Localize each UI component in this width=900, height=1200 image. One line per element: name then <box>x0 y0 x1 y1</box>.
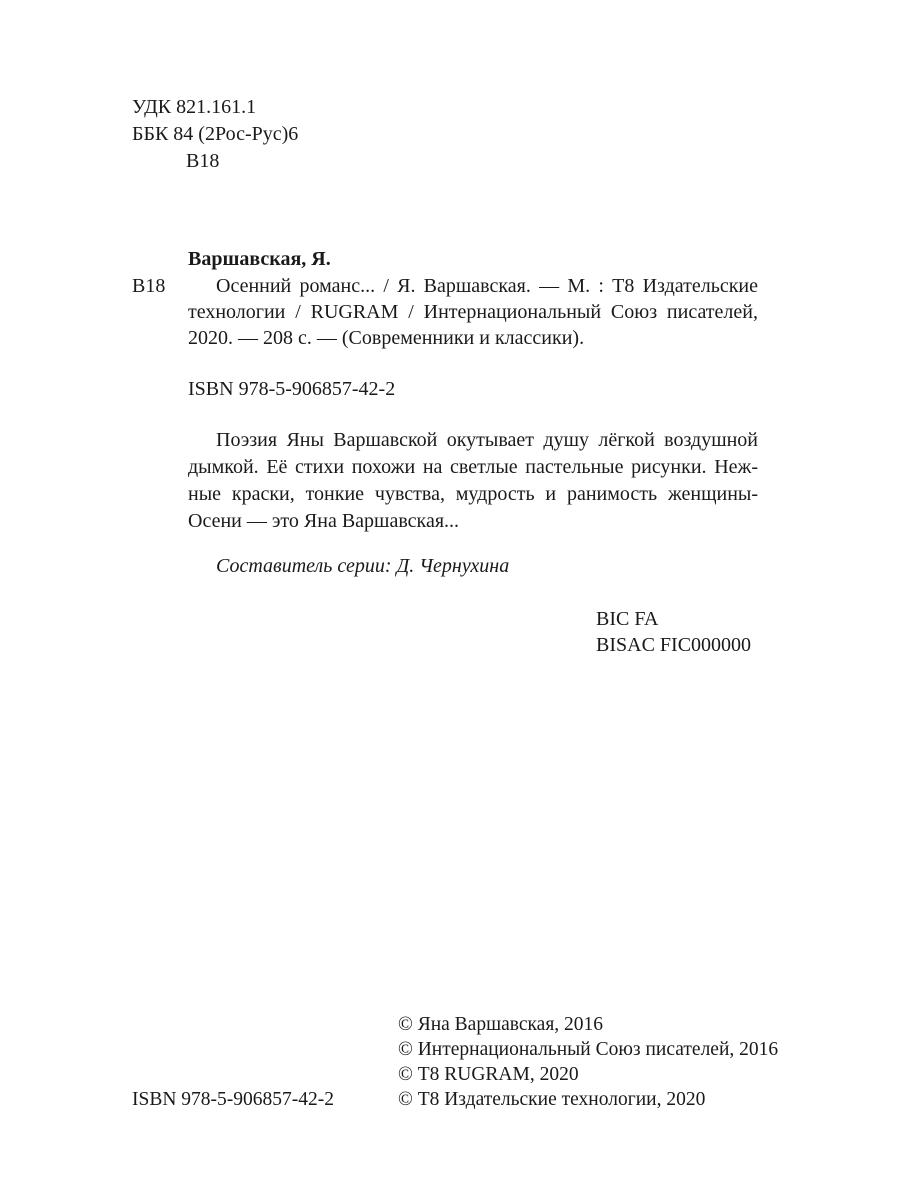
annotation <box>188 427 758 535</box>
author-mark: В18 <box>186 150 220 172</box>
author-heading: Варшавская, Я. <box>188 248 331 270</box>
bbk-code: ББК 84 (2Рос-Рус)6 <box>132 123 299 145</box>
annotation-line: дымкой. Её стихи похожи на светлые пастельные рисунки. Неж- <box>188 456 758 478</box>
annotation-line: Поэзия Яны Варшавской окутывает душу лёгкой воздушной <box>216 429 758 451</box>
isbn: ISBN 978-5-906857-42-2 <box>188 378 396 400</box>
annotation-line: Осени — это Яна Варшавская... <box>188 510 460 532</box>
bibliographic-author-mark: В18 <box>132 275 166 297</box>
bibliographic-description <box>188 273 758 351</box>
series-compiler: Составитель серии: Д. Чернухина <box>216 555 510 577</box>
copyright-line: © Яна Варшавская, 2016 <box>398 1014 604 1035</box>
copyright-block <box>398 1012 778 1112</box>
bottom-isbn: ISBN 978-5-906857-42-2 <box>132 1089 335 1110</box>
udk-code: УДК 821.161.1 <box>132 96 257 118</box>
bic-code: BIC FA <box>596 608 659 630</box>
annotation-line: ные краски, тонкие чувства, мудрость и ранимость женщины- <box>188 483 758 505</box>
bibliographic-line: технологии / RUGRAM / Интернациональный Союз писателей, <box>188 301 758 323</box>
copyright-line: © Т8 Издательские технологии, 2020 <box>398 1089 706 1110</box>
bibliographic-line: Осенний романс... / Я. Варшавская. — М. : Т8 Издательские <box>216 275 758 297</box>
copyright-line: © Т8 RUGRAM, 2020 <box>398 1064 579 1085</box>
bisac-code: BISAC FIC000000 <box>596 634 752 656</box>
bibliographic-line: 2020. — 208 с. — (Современники и классики). <box>188 327 585 349</box>
copyright-line: © Интернациональный Союз писателей, 2016 <box>398 1039 779 1060</box>
